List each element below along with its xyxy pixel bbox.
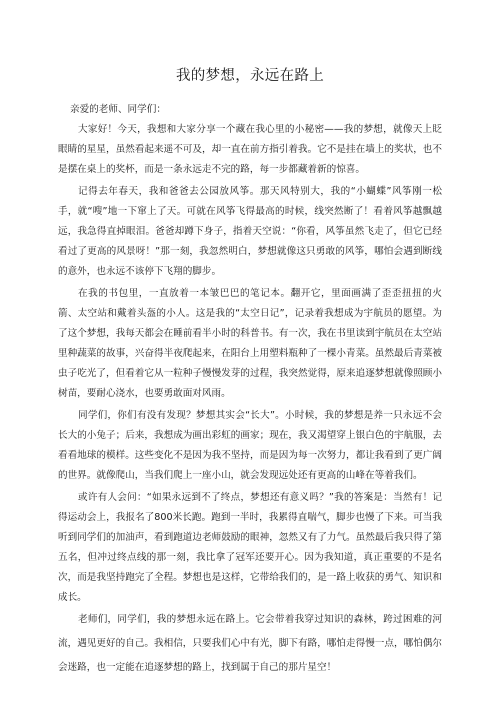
document-title: 我的梦想，永远在路上 [176,68,324,84]
paragraph-5: 或许有人会问：“如果永远到不了终点，梦想还有意义吗？”我的答案是：当然有！记得运动会上，我报名了800米长跑。跑到一半时，我累得直喘气，脚步也慢了下来。可当我听到同学们的加油声，看到跑道边老师鼓励的眼神，忽然又有了力气。虽然最后我只得了第五名，但冲过终点线的那一刻，我比拿了冠军还要开心。因为我知道，真正重要的不是名次，而是我坚持跑完了全程。梦想也是这样，它带给我们的，是一路上收获的勇气、知识和成长。 [58,492,442,603]
paragraph-2: 记得去年春天，我和爸爸去公园放风筝。那天风特别大，我的“小蝴蝶”风筝刚一松手，就“嗖”地一下窜上了天。可就在风筝飞得最高的时候，线突然断了！看着风筝越飘越远，我急得直掉眼泪。爸爸却蹲下身子，指着天空说：“你看，风筝虽然飞走了，但它已经看过了更高的风景呀！”那一刻，我忽然明白，梦想就像这只勇敢的风筝，哪怕会遇到断线的意外，也永远不该停下飞翔的脚步。 [58,186,442,277]
salutation: 亲爱的老师、同学们： [70,104,166,115]
paragraph-4: 同学们，你们有没有发现？梦想其实会“长大”。小时候，我的梦想是养一只永远不会长大的小兔子；后来，我想成为画出彩虹的画家；现在，我又渴望穿上银白色的宇航服，去看看地球的模样。这些变化不是因为我不坚持，而是因为每一次努力，都让我看到了更广阔的世界。就像爬山，当我们爬上一座小山，就会发现远处还有更高的山峰在等着我们。 [58,410,442,481]
paragraph-1: 大家好！今天，我想和大家分享一个藏在我心里的小秘密——我的梦想，就像天上眨眼睛的星星，虽然看起来遥不可及，却一直在前方指引着我。它不是挂在墙上的奖状，也不是摆在桌上的奖杯，而是一条永远走不完的路，每一步都藏着新的惊喜。 [58,124,442,175]
paragraph-3: 在我的书包里，一直放着一本皱巴巴的笔记本。翻开它，里面画满了歪歪扭扭的火箭、太空站和戴着头盔的小人。这是我的“太空日记”，记录着我想成为宇航员的愿望。为了这个梦想，我每天都会在睡前看半小时的科普书。有一次，我在书里读到宇航员在太空站里种蔬菜的故事，兴奋得半夜爬起来，在阳台上用塑料瓶种了一棵小青菜。虽然最后青菜被虫子吃光了，但看着它从一粒种子慢慢发芽的过程，我突然觉得，原来追逐梦想就像照顾小树苗，要耐心浇水，也要勇敢面对风雨。 [58,288,442,399]
paragraph-6: 老师们，同学们，我的梦想永远在路上。它会带着我穿过知识的森林，跨过困难的河流，遇见更好的自己。我相信，只要我们心中有光，脚下有路，哪怕走得慢一点，哪怕偶尔会迷路，也一定能在追逐梦想的路上，找到属于自己的那片星空！ [58,614,442,673]
